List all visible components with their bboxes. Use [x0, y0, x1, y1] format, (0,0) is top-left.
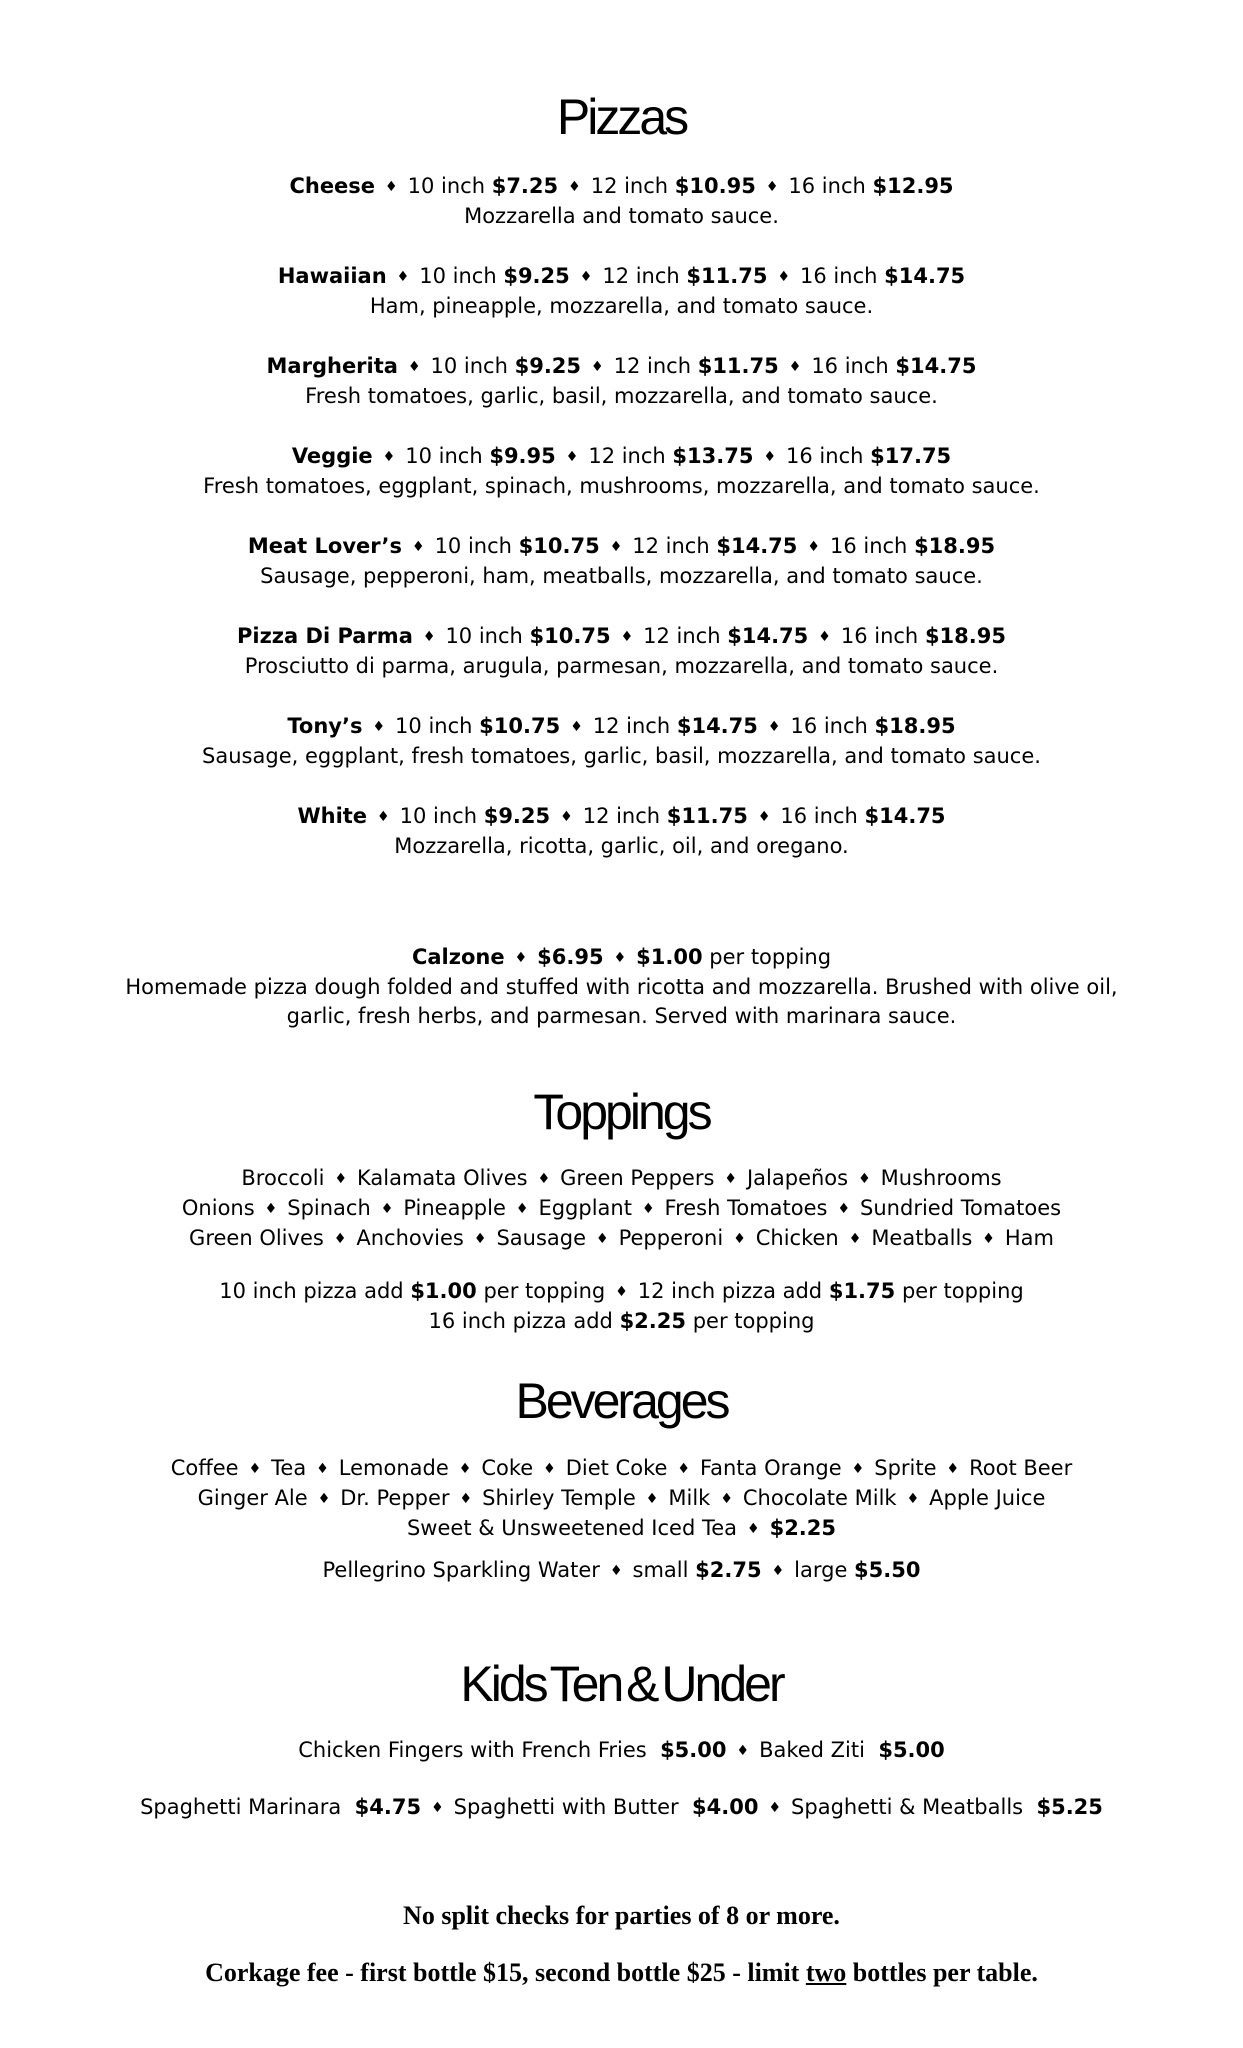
pizza-description: Prosciutto di parma, arugula, parmesan, mozzarella, and tomato sauce. — [244, 654, 999, 678]
pricing-suffix: per topping — [692, 1309, 815, 1333]
pizza-name: Pizza Di Parma — [237, 624, 413, 648]
iced-tea-line — [0, 1514, 1243, 1544]
price-10: $10.75 — [518, 534, 600, 558]
diamond-icon: ♦ — [767, 719, 781, 735]
list-item: Mushrooms — [880, 1166, 1002, 1190]
pricing-price: $1.75 — [828, 1279, 896, 1303]
list-item: Onions — [181, 1196, 255, 1220]
pricing-price: $2.25 — [619, 1309, 686, 1333]
pizza-description: Sausage, pepperoni, ham, meatballs, mozzarella, and tomato sauce. — [260, 564, 983, 588]
diamond-icon: ♦ — [677, 1461, 690, 1477]
diamond-icon: ♦ — [946, 1461, 960, 1477]
list-item: Pepperoni — [618, 1226, 724, 1250]
diamond-icon: ♦ — [543, 1461, 556, 1477]
size-16: 16 inch — [788, 174, 866, 198]
diamond-icon: ♦ — [645, 1491, 659, 1507]
size-10: 10 inch — [395, 714, 473, 738]
diamond-icon: ♦ — [596, 1231, 609, 1247]
diamond-icon: ♦ — [422, 629, 436, 645]
kids-row-2 — [0, 1793, 1243, 1823]
calzone-topping-price: $1.00 — [636, 945, 703, 969]
size-12: 12 inch — [613, 354, 692, 378]
toppings-row — [0, 1164, 1243, 1194]
diamond-icon: ♦ — [777, 269, 791, 285]
size-10: 10 inch — [430, 354, 508, 378]
price-16: $17.75 — [870, 444, 952, 468]
size-12: 12 inch — [632, 534, 710, 558]
pizza-description: Mozzarella and tomato sauce. — [464, 204, 779, 228]
size-16: 16 inch — [800, 264, 878, 288]
toppings-row — [0, 1194, 1243, 1224]
corkage-emphasis: two — [805, 1958, 847, 1987]
price-16: $18.95 — [874, 714, 956, 738]
diamond-icon: ♦ — [248, 1461, 262, 1477]
list-item: Meatballs — [871, 1226, 973, 1250]
diamond-icon: ♦ — [560, 809, 573, 825]
size-12: 12 inch — [592, 714, 671, 738]
diamond-icon: ♦ — [807, 539, 820, 555]
list-item: Shirley Temple — [482, 1486, 636, 1510]
list-item: Chicken — [755, 1226, 839, 1250]
diamond-icon: ♦ — [720, 1491, 733, 1507]
size-10: 10 inch — [445, 624, 523, 648]
price-12: $11.75 — [666, 804, 748, 828]
pizza-description: Mozzarella, ricotta, garlic, oil, and oregano. — [394, 834, 849, 858]
iced-tea-label: Sweet & Unsweetened Iced Tea — [406, 1516, 738, 1540]
diamond-icon: ♦ — [736, 1743, 750, 1759]
diamond-icon: ♦ — [264, 1201, 278, 1217]
size-12: 12 inch — [582, 804, 661, 828]
corkage-text: Corkage fee - first bottle $15, second bottle $25 - limit — [205, 1958, 800, 1987]
pricing-label: 16 inch pizza add — [428, 1309, 613, 1333]
diamond-icon: ♦ — [382, 449, 396, 465]
kids-row-1 — [0, 1736, 1243, 1766]
diamond-icon: ♦ — [458, 1461, 472, 1477]
list-item: Apple Juice — [929, 1486, 1046, 1510]
diamond-icon: ♦ — [570, 719, 583, 735]
price-10: $9.25 — [483, 804, 551, 828]
kids-item-name: Baked Ziti — [759, 1738, 865, 1762]
pizza-item — [0, 802, 1243, 861]
pizza-price-line — [0, 532, 1243, 562]
diamond-icon: ♦ — [334, 1171, 347, 1187]
price-12: $11.75 — [697, 354, 779, 378]
calzone-price: $6.95 — [537, 945, 604, 969]
toppings-pricing-line-2 — [0, 1307, 1243, 1336]
diamond-icon: ♦ — [372, 719, 386, 735]
pizza-price-line — [0, 712, 1243, 742]
list-item: Fanta Orange — [699, 1456, 842, 1480]
list-item: Coffee — [170, 1456, 239, 1480]
diamond-icon: ♦ — [515, 1201, 529, 1217]
size-10: 10 inch — [399, 804, 478, 828]
pellegrino-small-price: $2.75 — [695, 1558, 762, 1582]
pizza-description: Ham, pineapple, mozzarella, and tomato sauce. — [369, 294, 874, 318]
pizza-item — [0, 712, 1243, 771]
diamond-icon: ♦ — [858, 1171, 871, 1187]
diamond-icon: ♦ — [537, 1171, 551, 1187]
diamond-icon: ♦ — [431, 1800, 444, 1816]
diamond-icon: ♦ — [609, 539, 623, 555]
toppings-heading: Toppings — [533, 1084, 710, 1140]
size-12: 12 inch — [588, 444, 666, 468]
pizza-description: Fresh tomatoes, garlic, basil, mozzarella, and tomato sauce. — [305, 384, 938, 408]
pizza-description: Fresh tomatoes, eggplant, spinach, mushrooms, mozzarella, and tomato sauce. — [203, 474, 1040, 498]
pizza-name: White — [297, 804, 368, 828]
price-12: $14.75 — [727, 624, 809, 648]
list-item: Dr. Pepper — [340, 1486, 450, 1510]
kids-item-name: Spaghetti with Butter — [453, 1795, 679, 1819]
diamond-icon: ♦ — [591, 359, 604, 375]
list-item: Coke — [481, 1456, 534, 1480]
pizza-name: Margherita — [266, 354, 398, 378]
diamond-icon: ♦ — [385, 179, 398, 195]
calzone-item — [0, 943, 1243, 1031]
pizza-name: Tony’s — [287, 714, 363, 738]
diamond-icon: ♦ — [377, 809, 390, 825]
list-item: Green Olives — [189, 1226, 324, 1250]
pizza-item — [0, 532, 1243, 591]
diamond-icon: ♦ — [396, 269, 410, 285]
diamond-icon: ♦ — [733, 1231, 746, 1247]
diamond-icon: ♦ — [982, 1231, 995, 1247]
size-16: 16 inch — [790, 714, 868, 738]
diamond-icon: ♦ — [565, 449, 579, 465]
list-item: Jalapeños — [746, 1166, 849, 1190]
pizza-name: Hawaiian — [277, 264, 387, 288]
price-16: $14.75 — [864, 804, 946, 828]
toppings-row — [0, 1224, 1243, 1254]
list-item: Sprite — [874, 1456, 937, 1480]
pizzas-heading: Pizzas — [556, 89, 687, 145]
pizza-price-line — [0, 622, 1243, 652]
size-10: 10 inch — [407, 174, 486, 198]
beverages-list — [0, 1454, 1243, 1544]
list-item: Fresh Tomatoes — [664, 1196, 828, 1220]
pizza-item — [0, 172, 1243, 231]
pizza-price-line — [0, 802, 1243, 832]
list-item: Chocolate Milk — [742, 1486, 897, 1510]
calzone-price-line — [0, 943, 1243, 973]
diamond-icon: ♦ — [771, 1563, 785, 1579]
size-10: 10 inch — [419, 264, 497, 288]
calzone-name: Calzone — [411, 945, 505, 969]
price-10: $9.25 — [514, 354, 582, 378]
calzone-topping-suffix: per topping — [709, 945, 832, 969]
calzone-description-2: garlic, fresh herbs, and parmesan. Served with marinara sauce. — [286, 1004, 957, 1028]
kids-item-price: $5.00 — [660, 1738, 727, 1762]
list-item: Pineapple — [403, 1196, 506, 1220]
list-item: Sundried Tomatoes — [860, 1196, 1062, 1220]
diamond-icon: ♦ — [579, 269, 593, 285]
size-16: 16 inch — [780, 804, 858, 828]
diamond-icon: ♦ — [788, 359, 802, 375]
list-item: Tea — [271, 1456, 307, 1480]
size-12: 12 inch — [590, 174, 669, 198]
diamond-icon: ♦ — [473, 1231, 487, 1247]
size-16: 16 inch — [829, 534, 908, 558]
list-item: Root Beer — [969, 1456, 1073, 1480]
pizza-price-line — [0, 172, 1243, 202]
toppings-pricing-line-1 — [0, 1277, 1243, 1307]
price-16: $18.95 — [924, 624, 1006, 648]
price-10: $10.75 — [479, 714, 561, 738]
diamond-icon: ♦ — [613, 950, 627, 966]
list-item: Lemonade — [338, 1456, 449, 1480]
beverages-row — [0, 1454, 1243, 1484]
kids-item-price: $5.25 — [1036, 1795, 1103, 1819]
diamond-icon: ♦ — [568, 179, 581, 195]
diamond-icon: ♦ — [765, 179, 779, 195]
list-item: Milk — [668, 1486, 711, 1510]
toppings-list — [0, 1164, 1243, 1254]
size-16: 16 inch — [811, 354, 889, 378]
diamond-icon: ♦ — [609, 1563, 623, 1579]
diamond-icon: ♦ — [848, 1231, 862, 1247]
pricing-label: 10 inch pizza add — [219, 1279, 404, 1303]
kids-item-name: Spaghetti & Meatballs — [791, 1795, 1024, 1819]
diamond-icon: ♦ — [317, 1491, 331, 1507]
price-10: $9.25 — [503, 264, 570, 288]
pellegrino-line — [0, 1556, 1243, 1586]
diamond-icon: ♦ — [641, 1201, 655, 1217]
list-item: Green Peppers — [560, 1166, 715, 1190]
kids-heading: Kids Ten & Under — [460, 1656, 783, 1712]
beverages-row — [0, 1484, 1243, 1514]
pellegrino-name: Pellegrino Sparkling Water — [322, 1558, 600, 1582]
diamond-icon: ♦ — [724, 1171, 737, 1187]
price-16: $12.95 — [872, 174, 954, 198]
kids-item-price: $4.00 — [692, 1795, 759, 1819]
list-item: Eggplant — [538, 1196, 632, 1220]
size-12: 12 inch — [643, 624, 721, 648]
diamond-icon: ♦ — [906, 1491, 920, 1507]
size-10: 10 inch — [405, 444, 483, 468]
diamond-icon: ♦ — [316, 1461, 329, 1477]
diamond-icon: ♦ — [459, 1491, 473, 1507]
price-10: $9.95 — [489, 444, 556, 468]
beverages-heading: Beverages — [515, 1373, 728, 1429]
list-item: Sausage — [496, 1226, 587, 1250]
diamond-icon: ♦ — [763, 449, 777, 465]
pizza-name: Veggie — [291, 444, 373, 468]
diamond-icon: ♦ — [514, 950, 528, 966]
diamond-icon: ♦ — [333, 1231, 347, 1247]
list-item: Diet Coke — [565, 1456, 668, 1480]
price-16: $14.75 — [895, 354, 977, 378]
pellegrino-large-label: large — [794, 1558, 848, 1582]
price-16: $18.95 — [914, 534, 996, 558]
calzone-description-1: Homemade pizza dough folded and stuffed with ricotta and mozzarella. Brushed with olive oil, — [125, 975, 1118, 999]
list-item: Ham — [1004, 1226, 1054, 1250]
diamond-icon: ♦ — [747, 1521, 760, 1537]
pizza-item — [0, 622, 1243, 681]
pizza-description: Sausage, eggplant, fresh tomatoes, garlic, basil, mozzarella, and tomato sauce. — [202, 744, 1041, 768]
diamond-icon: ♦ — [851, 1461, 865, 1477]
diamond-icon: ♦ — [620, 629, 634, 645]
beverage-price: $2.25 — [769, 1516, 837, 1540]
price-16: $14.75 — [884, 264, 966, 288]
pizza-item — [0, 262, 1243, 321]
size-16: 16 inch — [840, 624, 919, 648]
pizza-name: Meat Lover’s — [247, 534, 402, 558]
pizza-price-line — [0, 442, 1243, 472]
size-10: 10 inch — [434, 534, 512, 558]
pizza-name: Cheese — [289, 174, 376, 198]
pizza-price-line — [0, 262, 1243, 292]
pricing-suffix: per topping — [483, 1279, 606, 1303]
diamond-icon: ♦ — [615, 1284, 628, 1300]
list-item: Broccoli — [241, 1166, 325, 1190]
kids-item-price: $5.00 — [878, 1738, 945, 1762]
pellegrino-small-label: small — [632, 1558, 689, 1582]
diamond-icon: ♦ — [818, 629, 831, 645]
pizza-item — [0, 352, 1243, 411]
diamond-icon: ♦ — [412, 539, 425, 555]
diamond-icon: ♦ — [757, 809, 771, 825]
kids-item-name: Spaghetti Marinara — [140, 1795, 342, 1819]
price-10: $10.75 — [529, 624, 611, 648]
diamond-icon: ♦ — [837, 1201, 851, 1217]
corkage-notice — [0, 1958, 1243, 1988]
price-12: $13.75 — [672, 444, 754, 468]
price-12: $11.75 — [686, 264, 768, 288]
pizza-price-line — [0, 352, 1243, 382]
pellegrino-large-price: $5.50 — [854, 1558, 921, 1582]
list-item: Anchovies — [356, 1226, 464, 1250]
split-check-notice: No split checks for parties of 8 or more. — [403, 1901, 840, 1930]
price-12: $10.95 — [674, 174, 756, 198]
pricing-suffix: per topping — [901, 1279, 1024, 1303]
diamond-icon: ♦ — [768, 1800, 782, 1816]
kids-item-name: Chicken Fingers with French Fries — [298, 1738, 647, 1762]
diamond-icon: ♦ — [407, 359, 421, 375]
price-10: $7.25 — [491, 174, 559, 198]
toppings-pricing — [0, 1277, 1243, 1336]
size-16: 16 inch — [786, 444, 864, 468]
pricing-label: 12 inch pizza add — [637, 1279, 823, 1303]
diamond-icon: ♦ — [380, 1201, 394, 1217]
list-item: Spinach — [287, 1196, 371, 1220]
corkage-text-end: bottles per table. — [852, 1958, 1038, 1987]
list-item: Ginger Ale — [197, 1486, 308, 1510]
size-12: 12 inch — [602, 264, 680, 288]
list-item: Kalamata Olives — [357, 1166, 528, 1190]
price-12: $14.75 — [716, 534, 798, 558]
pizza-item — [0, 442, 1243, 501]
pricing-price: $1.00 — [410, 1279, 477, 1303]
kids-item-price: $4.75 — [354, 1795, 422, 1819]
price-12: $14.75 — [676, 714, 758, 738]
